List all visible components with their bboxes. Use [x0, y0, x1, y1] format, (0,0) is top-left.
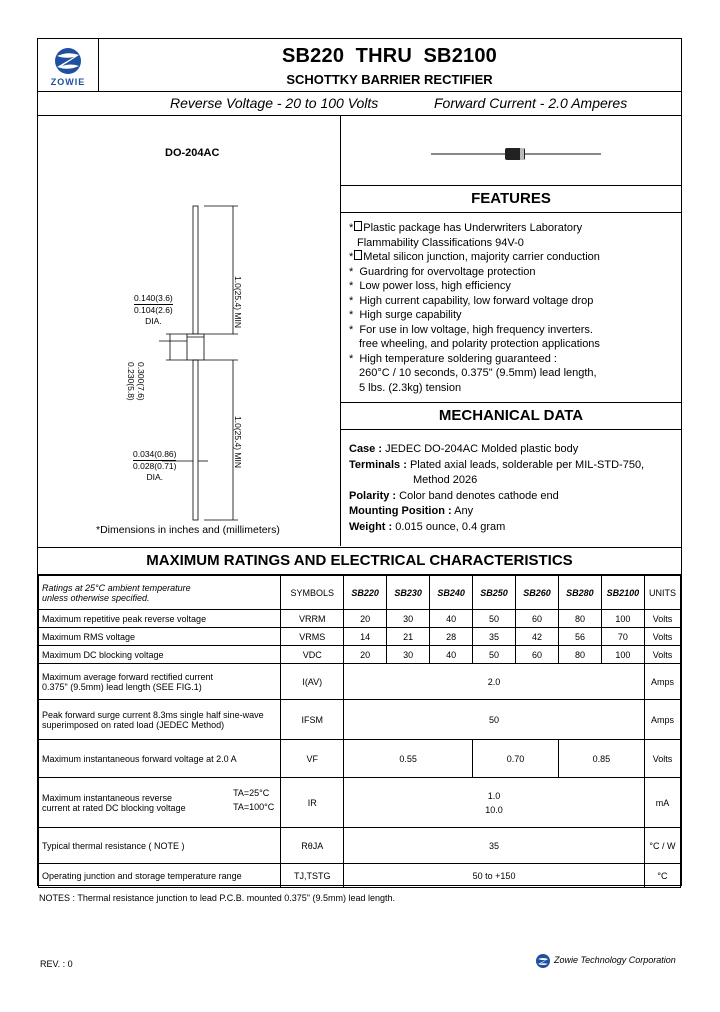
body-length-label: 0.300(7.6) 0.230(5.8) [126, 362, 146, 401]
part-header: SB230 [387, 576, 430, 610]
table-row [39, 740, 681, 778]
feature-item: free wheeling, and polarity protection applications [359, 338, 600, 350]
ratings-heading: MAXIMUM RATINGS AND ELECTRICAL CHARACTERISTICS [38, 547, 681, 575]
datasheet-frame [37, 38, 682, 886]
diode-image [341, 116, 681, 186]
value-cell: 0.55 [344, 740, 473, 778]
row-symbol: VDC [281, 646, 344, 664]
part-header: SB280 [558, 576, 601, 610]
revision: REV. : 0 [40, 959, 73, 969]
part-header: SB220 [344, 576, 387, 610]
reverse-voltage-spec: Reverse Voltage - 20 to 100 Volts [170, 95, 379, 111]
lead-diameter-label: 0.034(0.86) 0.028(0.71) DIA. [133, 449, 177, 482]
company-logo [38, 39, 99, 91]
row-label: Maximum DC blocking voltage [39, 646, 281, 664]
table-row [39, 864, 681, 888]
value-cell: 50 [473, 610, 516, 628]
unit-cell: Amps [644, 700, 680, 740]
row-symbol: VRMS [281, 628, 344, 646]
mech-case: Case : JEDEC DO-204AC Molded plastic body [349, 443, 579, 455]
dimensions-note: *Dimensions in inches and (millimeters) [96, 524, 280, 536]
mech-terminals: Terminals : Plated axial leads, solderable per MIL-STD-750, [349, 458, 645, 471]
row-symbol: TJ,TSTG [281, 864, 344, 888]
value-cell: 35 [473, 628, 516, 646]
row-label: Peak forward surge current 8.3ms single half sine-wave superimposed on rated load (JEDEC Method) [39, 700, 281, 740]
value-cell: 35 [344, 828, 645, 864]
table-header-row [39, 576, 681, 610]
table-row [39, 828, 681, 864]
row-symbol: IFSM [281, 700, 344, 740]
row-label: Maximum instantaneous forward voltage at 2.0 A [39, 740, 281, 778]
feature-item: 5 lbs. (2.3kg) tension [359, 381, 462, 394]
value-cell: 56 [558, 628, 601, 646]
row-label: Maximum RMS voltage [39, 628, 281, 646]
table-row [39, 628, 681, 646]
value-cell: 0.85 [558, 740, 644, 778]
value-cell: 42 [516, 628, 559, 646]
body-diameter-label: 0.140(3.6) 0.104(2.6) DIA. [134, 293, 173, 326]
row-label: Maximum instantaneous reverse current at rated DC blocking voltage TA=25°C TA=100°C [39, 778, 281, 828]
table-row [39, 610, 681, 628]
units-header: UNITS [644, 576, 680, 610]
value-cell: 40 [430, 646, 473, 664]
table-row [39, 700, 681, 740]
row-label: Typical thermal resistance ( NOTE ) [39, 828, 281, 864]
mech-weight: Weight : 0.015 ounce, 0.4 gram [349, 520, 506, 533]
feature-item: * Guardring for overvoltage protection [349, 265, 536, 278]
unit-cell: Volts [644, 628, 680, 646]
feature-item: * High surge capability [349, 309, 462, 321]
unit-cell: Volts [644, 610, 680, 628]
mech-terminals-method: Method 2026 [413, 474, 478, 486]
feature-item: 260°C / 10 seconds, 0.375" (9.5mm) lead length, [359, 367, 597, 379]
lead-length-top-label: 1.0(25.4) MIN [233, 276, 243, 328]
logo-text: ZOWIE [50, 77, 86, 87]
value-cell: 0.70 [473, 740, 559, 778]
value-cell: 60 [516, 610, 559, 628]
value-cell: 80 [558, 646, 601, 664]
page-title: SB220 THRU SB2100 [281, 45, 497, 67]
feature-item: Flammability Classifications 94V-0 [357, 236, 524, 249]
value-cell: 100 [601, 646, 644, 664]
table-row [39, 646, 681, 664]
notes: NOTES : Thermal resistance junction to lead P.C.B. mounted 0.375" (9.5mm) lead length. [39, 893, 396, 903]
corp-logo-icon [535, 953, 551, 969]
value-cell: 100 [601, 610, 644, 628]
mechanical-data [349, 442, 644, 535]
part-header: SB2100 [601, 576, 644, 610]
value-cell: 50 to +150 [344, 864, 645, 888]
header [38, 39, 681, 92]
row-label: Maximum repetitive peak reverse voltage [39, 610, 281, 628]
unit-cell: Volts [644, 646, 680, 664]
value-cell: 80 [558, 610, 601, 628]
corporation-name: Zowie Technology Corporation [554, 955, 676, 965]
features-list [349, 221, 600, 395]
features-heading: FEATURES [341, 185, 681, 213]
value-cell: 30 [387, 610, 430, 628]
lead-length-bottom-label: 1.0(25.4) MIN [233, 416, 243, 468]
forward-current-spec: Forward Current - 2.0 Amperes [434, 95, 628, 111]
ratings-table [38, 575, 681, 888]
value-cell: 20 [344, 646, 387, 664]
value-cell: 60 [516, 646, 559, 664]
table-row [39, 664, 681, 700]
unit-cell: Amps [644, 664, 680, 700]
package-name: DO-204AC [165, 147, 220, 159]
value-cell: 70 [601, 628, 644, 646]
feature-item: * Metal silicon junction, majority carrier conduction [349, 251, 600, 263]
value-cell: 1.0 10.0 [344, 778, 645, 828]
feature-item: * Low power loss, high efficiency [349, 280, 511, 292]
page-subtitle: SCHOTTKY BARRIER RECTIFIER [286, 72, 493, 87]
unit-cell: mA [644, 778, 680, 828]
unit-cell: °C / W [644, 828, 680, 864]
row-symbol: IR [281, 778, 344, 828]
value-cell: 28 [430, 628, 473, 646]
conditions-cell: Ratings at 25°C ambient temperature unless otherwise specified. [39, 576, 281, 610]
row-symbol: RθJA [281, 828, 344, 864]
value-cell: 50 [344, 700, 645, 740]
spec-bar [38, 91, 681, 116]
symbols-header: SYMBOLS [281, 576, 344, 610]
unit-cell: °C [644, 864, 680, 888]
feature-item: * High temperature soldering guaranteed : [349, 352, 557, 365]
feature-item: * High current capability, low forward voltage drop [349, 294, 594, 307]
unit-cell: Volts [644, 740, 680, 778]
part-header: SB260 [516, 576, 559, 610]
package-outline-drawing [38, 116, 340, 546]
mech-mounting: Mounting Position : Any [349, 505, 474, 517]
value-cell: 40 [430, 610, 473, 628]
mech-polarity: Polarity : Color band denotes cathode end [349, 489, 559, 502]
value-cell: 20 [344, 610, 387, 628]
value-cell: 14 [344, 628, 387, 646]
feature-item: * Plastic package has Underwriters Laboratory [349, 222, 583, 234]
value-cell: 2.0 [344, 664, 645, 700]
row-symbol: VF [281, 740, 344, 778]
feature-item: * For use in low voltage, high frequency inverters. [349, 323, 593, 336]
value-cell: 30 [387, 646, 430, 664]
value-cell: 50 [473, 646, 516, 664]
features-mechanical-pane [341, 116, 681, 546]
table-row [39, 778, 681, 828]
row-label: Operating junction and storage temperature range [39, 864, 281, 888]
row-symbol: I(AV) [281, 664, 344, 700]
value-cell: 21 [387, 628, 430, 646]
part-header: SB240 [430, 576, 473, 610]
row-symbol: VRRM [281, 610, 344, 628]
mechanical-heading: MECHANICAL DATA [341, 402, 681, 430]
part-header: SB250 [473, 576, 516, 610]
package-drawing-pane [38, 116, 341, 546]
row-label: Maximum average forward rectified current 0.375" (9.5mm) lead length (SEE FIG.1) [39, 664, 281, 700]
